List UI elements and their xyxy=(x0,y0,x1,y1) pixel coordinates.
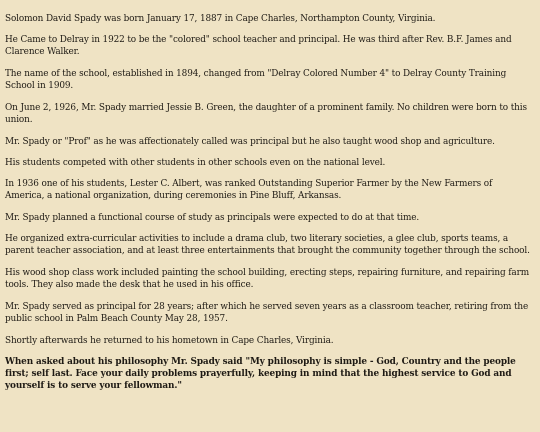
paragraph-birth: Solomon David Spady was born January 17, 1887 in Cape Charles, Northampton County, Virginia. xyxy=(5,14,436,24)
paragraph-course-of-study: Mr. Spady planned a functional course of study as principals were expected to do at that time. xyxy=(5,213,420,223)
paragraph-came-to-delray: He Came to Delray in 1922 to be the "colored" school teacher and principal. He was third after Rev. B.F. James and Clarence Walker. xyxy=(5,35,512,57)
philosophy-quote: When asked about his philosophy Mr. Spady said "My philosophy is simple - God, Country and the people first; self last. Face your daily problems prayerfully, keeping in mind that the highest service to God and yourself is to serve your fellowman." xyxy=(5,357,516,391)
paragraph-students-competed: His students competed with other students in other schools even on the national level. xyxy=(5,158,386,168)
paragraph-marriage: On June 2, 1926, Mr. Spady married Jessie B. Green, the daughter of a prominent family. No children were born to this union. xyxy=(5,103,527,125)
paragraph-wood-shop: His wood shop class work included painting the school building, erecting steps, repairing furniture, and repairing farm tools. They also made the desk that he used in his office. xyxy=(5,268,529,290)
paragraph-hometown: Shortly afterwards he returned to his hometown in Cape Charles, Virginia. xyxy=(5,336,334,346)
paragraph-lester-albert: In 1936 one of his students, Lester C. Albert, was ranked Outstanding Superior Farmer by the New Farmers of America, a national organization, during ceremonies in Pine Bluff, Arkansas. xyxy=(5,179,493,201)
paragraph-retirement: Mr. Spady served as principal for 28 years; after which he served seven years as a classroom teacher, retiring from the public school in Palm Beach County May 28, 1957. xyxy=(5,302,529,324)
paragraph-prof: Mr. Spady or "Prof" as he was affectionately called was principal but he also taught wood shop and agriculture. xyxy=(5,137,495,147)
paragraph-school-name: The name of the school, established in 1894, changed from "Delray Colored Number 4" to Delray County Training School in 1909. xyxy=(5,69,507,91)
paragraph-extracurricular: He organized extra-curricular activities to include a drama club, two literary societies, a glee club, sports teams, a parent teacher association, and at least three entertainments that brought the community together through the school. xyxy=(5,234,530,256)
